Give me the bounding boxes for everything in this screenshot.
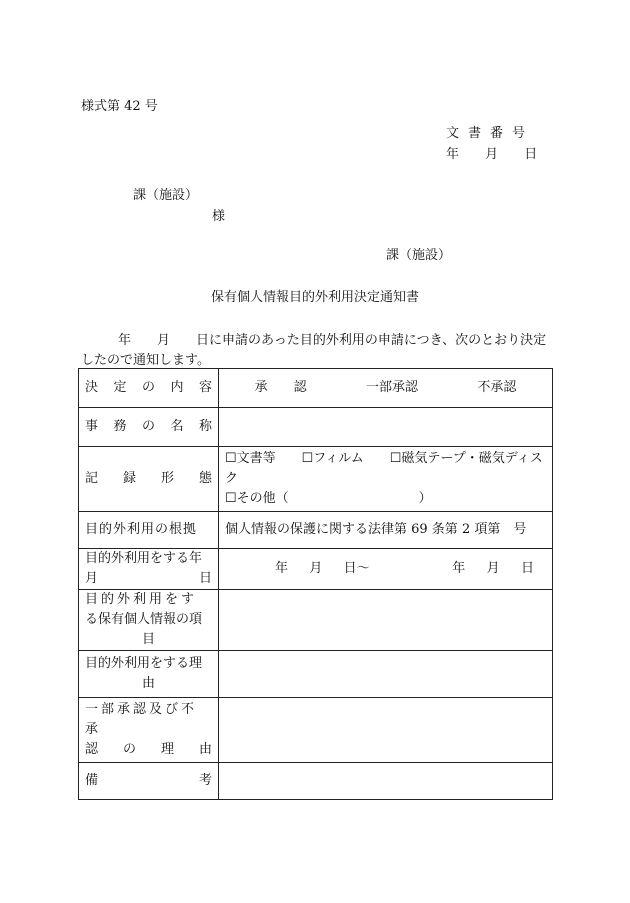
label-char: 録 [122, 471, 136, 486]
addressee-honorific: 様 [212, 209, 226, 224]
date-part: 年 [452, 561, 466, 576]
label-char: 内 [170, 380, 184, 395]
row-record-form [79, 447, 553, 512]
row-remarks [79, 763, 553, 800]
document-number-label: 文書番号 [446, 126, 535, 141]
value-legal-basis[interactable]: 個人情報の保護に関する法律第 69 条第 2 項第 号 [219, 512, 553, 549]
label-remarks [79, 763, 219, 800]
value-info-items[interactable] [219, 590, 553, 651]
option-partial-approve[interactable]: 一部承認 [365, 380, 418, 395]
value-use-period[interactable] [219, 549, 553, 590]
label-char: 容 [198, 380, 212, 395]
row-legal-basis [79, 512, 553, 549]
date-part: 月 [486, 561, 500, 576]
label-char: 形 [160, 471, 174, 486]
label-char: 定 [113, 380, 127, 395]
sender-department: 課（施設） [386, 248, 452, 263]
value-record-form[interactable] [219, 447, 553, 512]
addressee-department: 課（施設） [133, 188, 199, 203]
label-char: 認 [85, 742, 99, 757]
label-char: 日 [198, 571, 212, 586]
label-char: 考 [198, 773, 212, 788]
label-info-items [79, 590, 219, 651]
label-char: 月 [85, 571, 99, 586]
label-line: 目的外利用をする年 [85, 551, 203, 566]
label-char: 由 [198, 742, 212, 757]
label-line: 一部承認及び不承 [85, 702, 198, 737]
label-char: の [141, 380, 155, 395]
label-char: 事 [85, 419, 99, 434]
label-reason [79, 651, 219, 698]
record-form-options[interactable]: ☐文書等 ☐フィルム ☐磁気テープ・磁気ディスク [225, 451, 543, 486]
value-reason[interactable] [219, 651, 553, 698]
form-number: 様式第 42 号 [81, 99, 158, 114]
row-use-period [79, 549, 553, 590]
value-decision[interactable] [219, 369, 553, 408]
row-reason [79, 651, 553, 698]
label-char: の [141, 419, 155, 434]
date-part: 年 [275, 561, 289, 576]
label-char: 決 [85, 380, 99, 395]
label-partial-reason [79, 698, 219, 763]
label-char: 名 [170, 419, 184, 434]
row-partial-reason [79, 698, 553, 763]
label-line: 目的外利用をする理 [85, 656, 203, 671]
date-part: 日～ [343, 561, 370, 576]
date-part: 日 [520, 561, 534, 576]
value-office-name[interactable] [219, 408, 553, 447]
label-line: 目的外利用をす [85, 592, 198, 607]
row-info-items [79, 590, 553, 651]
value-remarks[interactable] [219, 763, 553, 800]
label-char: 態 [198, 471, 212, 486]
label-line: 由 [141, 676, 155, 691]
row-office-name [79, 408, 553, 447]
date-line: 年 月 日 [446, 147, 538, 162]
row-decision [79, 369, 553, 408]
date-part: 月 [309, 561, 323, 576]
label-char: 理 [160, 742, 174, 757]
label-decision [79, 369, 219, 408]
notification-form-table [78, 368, 553, 800]
label-char: 称 [198, 419, 212, 434]
label-text: 目的外利用の根拠 [85, 522, 198, 537]
label-use-period [79, 549, 219, 590]
document-title: 保有個人情報目的外利用決定通知書 [210, 290, 419, 305]
label-office-name [79, 408, 219, 447]
label-char: 務 [113, 419, 127, 434]
label-legal-basis [79, 512, 219, 549]
record-form-other[interactable]: ☐その他（ ） [225, 491, 432, 506]
intro-text: 年 月 日に申請のあった目的外利用の申請につき、次のとおり決定したので通知します。 [81, 333, 547, 368]
label-line: る保有個人情報の項 [85, 612, 203, 627]
option-approve[interactable]: 承 認 [254, 380, 307, 395]
option-reject[interactable]: 不承認 [477, 380, 517, 395]
label-char: 備 [85, 773, 99, 788]
value-partial-reason[interactable] [219, 698, 553, 763]
label-char: の [122, 742, 136, 757]
label-char: 記 [85, 471, 99, 486]
label-record-form [79, 447, 219, 512]
label-line: 目 [141, 632, 155, 647]
